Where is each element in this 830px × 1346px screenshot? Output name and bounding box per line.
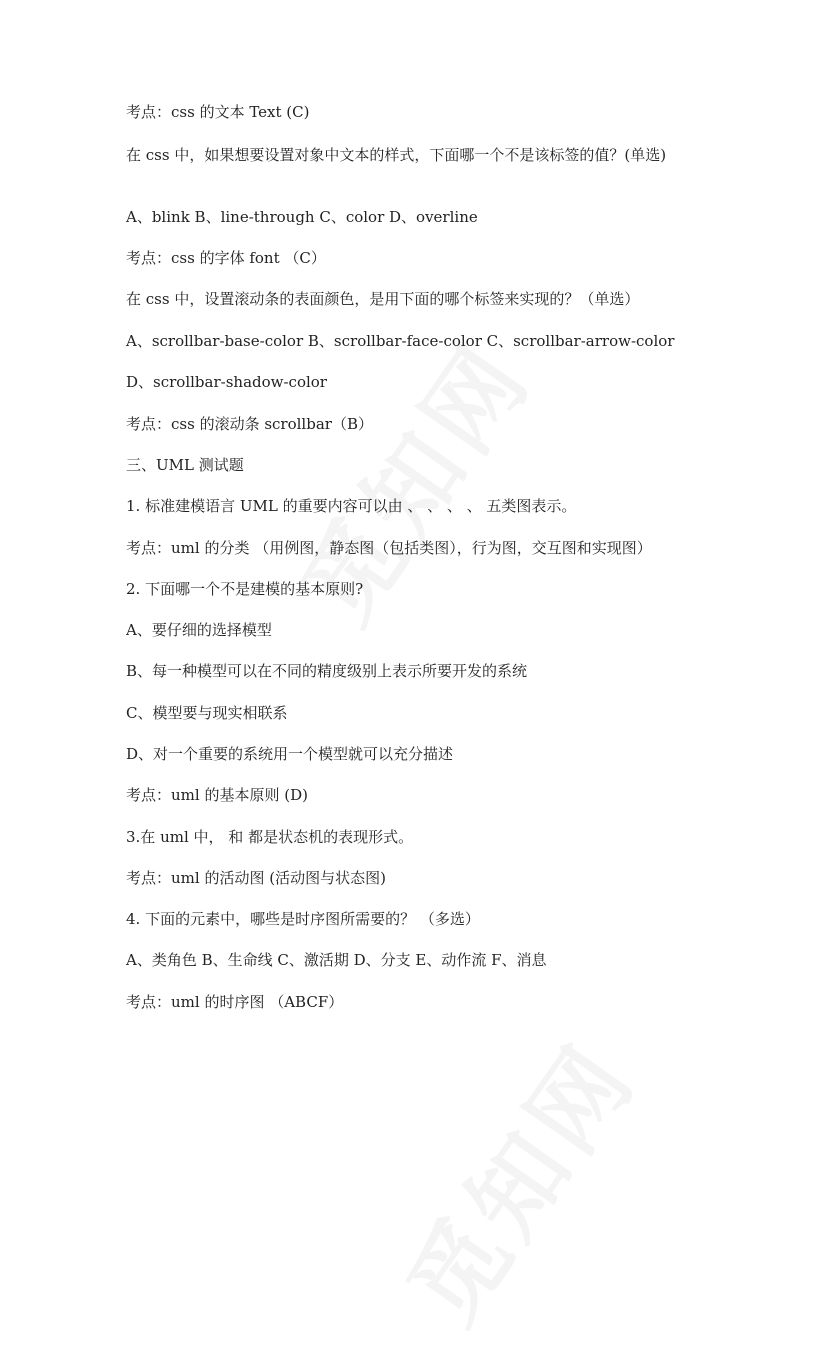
exam-point-css-scrollbar: 考点：css 的滚动条 scrollbar（B）: [126, 415, 373, 433]
options-scrollbar-2: D、scrollbar-shadow-color: [126, 373, 327, 391]
exam-point-css-font: 考点：css 的字体 font （C）: [126, 249, 326, 267]
options-text-decoration: A、blink B、line-through C、color D、overline: [126, 208, 478, 226]
exam-point-uml-sequence: 考点：uml 的时序图 （ABCF）: [126, 993, 344, 1011]
exam-point-uml-activity: 考点：uml 的活动图 (活动图与状态图): [126, 869, 386, 887]
options-scrollbar-1: A、scrollbar-base-color B、scrollbar-face-color C、scrollbar-arrow-color: [126, 332, 675, 350]
option-a: A、要仔细的选择模型: [126, 621, 272, 639]
exam-point-uml-principles: 考点：uml 的基本原则 (D): [126, 786, 308, 804]
watermark: [370, 1011, 661, 1345]
exam-point-css-text: 考点：css 的文本 Text (C): [126, 103, 310, 121]
question-uml-diagrams: 1. 标准建模语言 UML 的重要内容可以由 、 、 、 、 五类图表示。: [126, 497, 577, 515]
options-sequence-elements: A、类角色 B、生命线 C、激活期 D、分支 E、动作流 F、消息: [126, 951, 547, 969]
question-scrollbar-face: 在 css 中，设置滚动条的表面颜色，是用下面的哪个标签来实现的？（单选）: [126, 290, 640, 308]
question-sequence-diagram: 4. 下面的元素中，哪些是时序图所需要的？ （多选）: [126, 910, 480, 928]
question-modeling-principles: 2. 下面哪一个不是建模的基本原则?: [126, 580, 364, 598]
question-state-machine: 3.在 uml 中， 和 都是状态机的表现形式。: [126, 828, 414, 846]
option-b: B、每一种模型可以在不同的精度级别上表示所要开发的系统: [126, 662, 528, 680]
question-text-style: 在 css 中，如果想要设置对象中文本的样式，下面哪一个不是该标签的值？(单选): [126, 146, 667, 164]
section-heading-uml: 三、UML 测试题: [126, 456, 244, 474]
option-d: D、对一个重要的系统用一个模型就可以充分描述: [126, 745, 454, 763]
exam-point-uml-classification: 考点：uml 的分类 （用例图，静态图（包括类图），行为图，交互图和实现图）: [126, 539, 652, 557]
option-c: C、模型要与现实相联系: [126, 704, 288, 722]
